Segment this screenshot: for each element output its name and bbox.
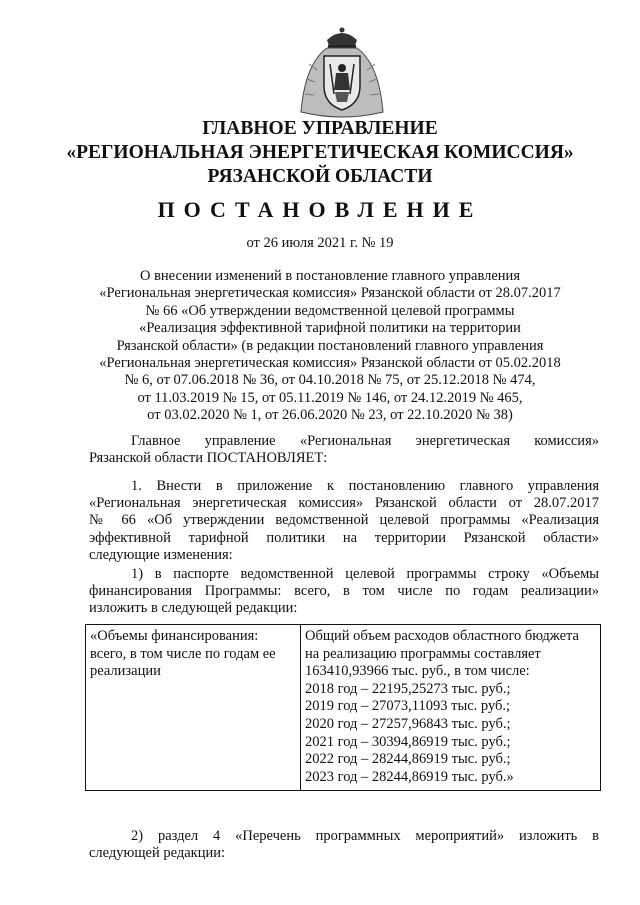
issuing-authority-header [0, 117, 640, 189]
financing-value-cell [301, 625, 601, 791]
value-line: 2019 год – 27073,11093 тыс. руб.; [305, 698, 511, 715]
subject-line: № 6, от 07.06.2018 № 36, от 04.10.2018 № 75, от 25.12.2018 № 474, [124, 372, 536, 389]
table-row [86, 625, 601, 791]
subject-line: № 66 «Об утверждении ведомственной целевой программы [145, 302, 515, 319]
item-1-line: 1. Внести в приложение к постановлению главного управления [131, 478, 599, 494]
preamble-line: Главное управление «Региональная энергетическая комиссия» [131, 433, 599, 449]
value-line: 2023 год – 28244,86919 тыс. руб.» [305, 768, 514, 785]
subject-line: Рязанской области» (в редакции постановлений главного управления [116, 337, 544, 354]
item-1-paragraph [89, 478, 599, 564]
subject-line: «Реализация эффективной тарифной политики на территории [139, 320, 521, 337]
subitem-1-paragraph [89, 566, 599, 618]
preamble-line: Рязанской области ПОСТАНОВЛЯЕТ: [89, 450, 328, 467]
document-date-number: от 26 июля 2021 г. № 19 [246, 235, 394, 251]
subject-line: от 03.02.2020 № 1, от 26.06.2020 № 23, от 22.10.2020 № 38) [147, 407, 513, 424]
document-subject [80, 268, 580, 425]
value-line: 2021 год – 30394,86919 тыс. руб.; [305, 733, 511, 750]
header-line-3: РЯЗАНСКОЙ ОБЛАСТИ [207, 166, 433, 187]
subject-line: «Региональная энергетическая комиссия» Рязанской области от 05.02.2018 [99, 355, 561, 372]
item-1-line: № 66 «Об утверждении ведомственной целевой программы «Реализация [89, 512, 599, 529]
subject-line: от 11.03.2019 № 15, от 05.11.2019 № 146, от 24.12.2019 № 465, [137, 389, 523, 406]
value-line: 2018 год – 22195,25273 тыс. руб.; [305, 680, 511, 697]
item-1-line: эффективной тарифной политики на территории Рязанской области» [89, 529, 599, 546]
label-line: «Объемы финансирования: [90, 628, 259, 644]
header-line-1: ГЛАВНОЕ УПРАВЛЕНИЕ [202, 118, 438, 139]
coat-of-arms-emblem [297, 24, 387, 124]
subitem-2-line: следующей редакции: [89, 845, 226, 862]
subitem-1-line: изложить в следующей редакции: [89, 600, 298, 617]
subject-line: О внесении изменений в постановление главного управления [139, 268, 520, 284]
item-1-line: «Региональная энергетическая комиссия» Рязанской области от 28.07.2017 [89, 495, 599, 512]
value-line: Общий объем расходов областного бюджета [305, 628, 579, 644]
subitem-1-line: финансирования Программы: всего, в том числе по годам реализации» [89, 583, 599, 600]
document-type-title: ПОСТАНОВЛЕНИЕ [157, 197, 483, 222]
value-line: 2020 год – 27257,96843 тыс. руб.; [305, 715, 511, 732]
financing-table [85, 624, 601, 791]
subitem-1-line: 1) в паспорте ведомственной целевой программы строку «Объемы [131, 566, 599, 582]
header-line-2: «РЕГИОНАЛЬНАЯ ЭНЕРГЕТИЧЕСКАЯ КОМИССИЯ» [66, 142, 574, 163]
item-1-line: следующие изменения: [89, 546, 233, 563]
subitem-2-paragraph [89, 828, 599, 862]
subject-line: «Региональная энергетическая комиссия» Рязанской области от 28.07.2017 [99, 285, 561, 302]
value-line: 163410,93966 тыс. руб., в том числе: [305, 663, 530, 680]
label-line: реализации [90, 663, 161, 680]
value-line: 2022 год – 28244,86919 тыс. руб.; [305, 751, 511, 768]
financing-label-cell [86, 625, 301, 791]
value-line: на реализацию программы составляет [305, 645, 541, 662]
label-line: всего, в том числе по годам ее [90, 645, 276, 662]
subitem-2-line: 2) раздел 4 «Перечень программных мероприятий» изложить в [131, 828, 599, 844]
preamble-paragraph [89, 433, 599, 467]
